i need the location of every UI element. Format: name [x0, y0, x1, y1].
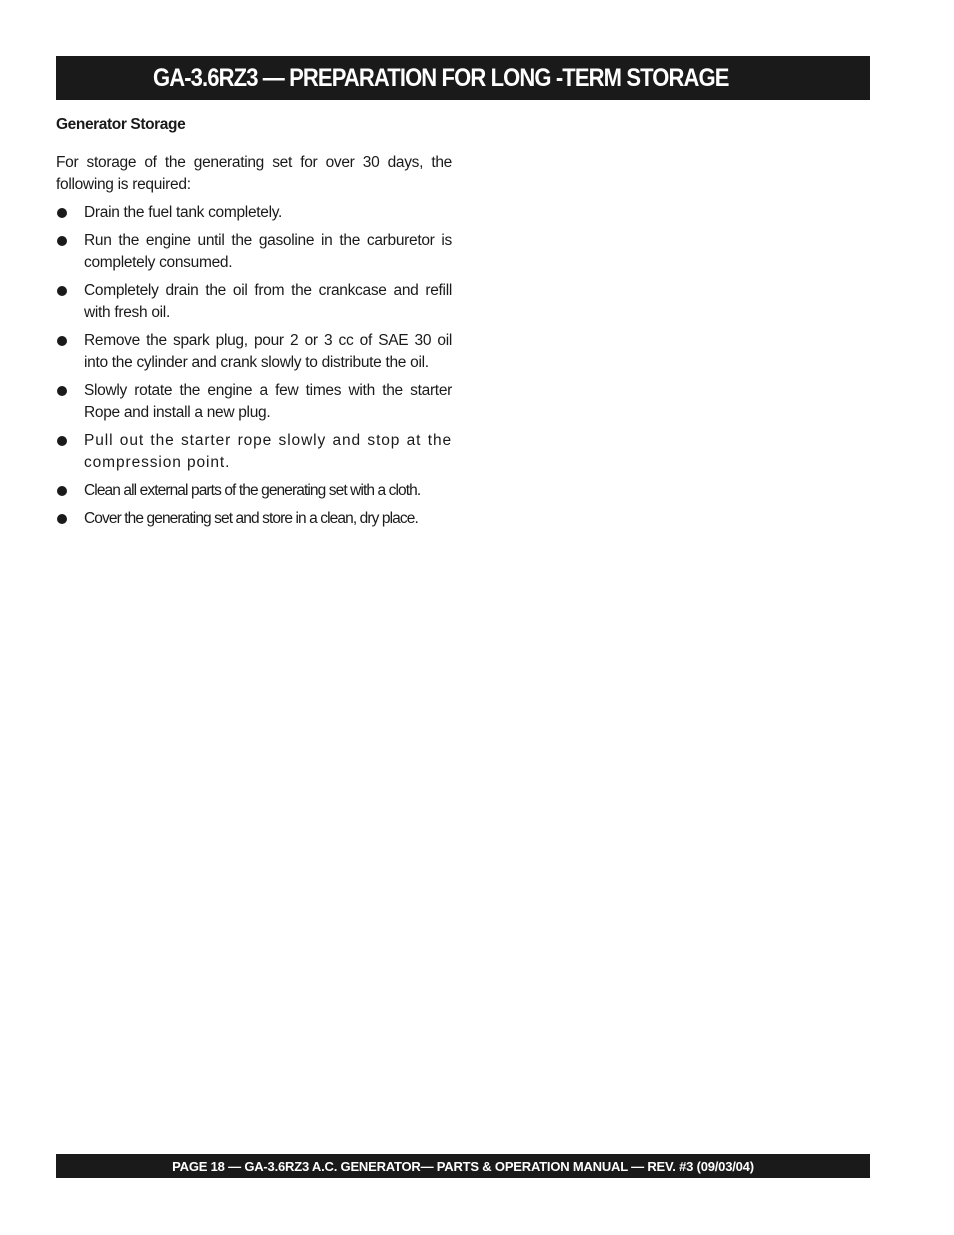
list-item-text: Slowly rotate the engine a few times with the starter Rope and install a new plug. [84, 382, 452, 421]
bullet-icon [57, 436, 67, 446]
list-item-text: Completely drain the oil from the crankcase and refill with fresh oil. [84, 282, 452, 321]
list-item-text: Run the engine until the gasoline in the carburetor is completely consumed. [84, 232, 452, 271]
page-title: GA-3.6RZ3 — PREPARATION FOR LONG -TERM STORAGE [153, 63, 729, 92]
list-item-text: Drain the fuel tank completely. [84, 204, 283, 221]
list-item [56, 380, 452, 424]
list-item [56, 330, 452, 374]
bullet-icon [57, 236, 67, 246]
page-footer-bar [56, 1154, 870, 1178]
list-item-text: Remove the spark plug, pour 2 or 3 cc of SAE 30 oil into the cylinder and crank slowly to distribute the oil. [84, 332, 452, 371]
bullet-icon [57, 208, 67, 218]
intro-paragraph: For storage of the generating set for over 30 days, the following is required: [56, 154, 452, 193]
list-item [56, 508, 452, 530]
bullet-icon [57, 514, 67, 524]
page-title-bar [56, 56, 870, 100]
list-item-text: Clean all external parts of the generating set with a cloth. [84, 482, 421, 499]
list-item [56, 430, 452, 474]
page-footer-text: PAGE 18 — GA-3.6RZ3 A.C. GENERATOR— PARTS & OPERATION MANUAL — REV. #3 (09/03/04) [172, 1158, 754, 1174]
bullet-icon [57, 336, 67, 346]
list-item-text: Cover the generating set and store in a clean, dry place. [84, 510, 418, 527]
list-item [56, 230, 452, 274]
section-heading: Generator Storage [56, 116, 186, 133]
storage-steps-list [56, 202, 452, 530]
list-item-text: Pull out the starter rope slowly and stop at the compression point. [84, 432, 452, 471]
storage-section [56, 114, 452, 536]
list-item [56, 480, 452, 502]
bullet-icon [57, 386, 67, 396]
bullet-icon [57, 286, 67, 296]
list-item [56, 280, 452, 324]
bullet-icon [57, 486, 67, 496]
list-item [56, 202, 452, 224]
